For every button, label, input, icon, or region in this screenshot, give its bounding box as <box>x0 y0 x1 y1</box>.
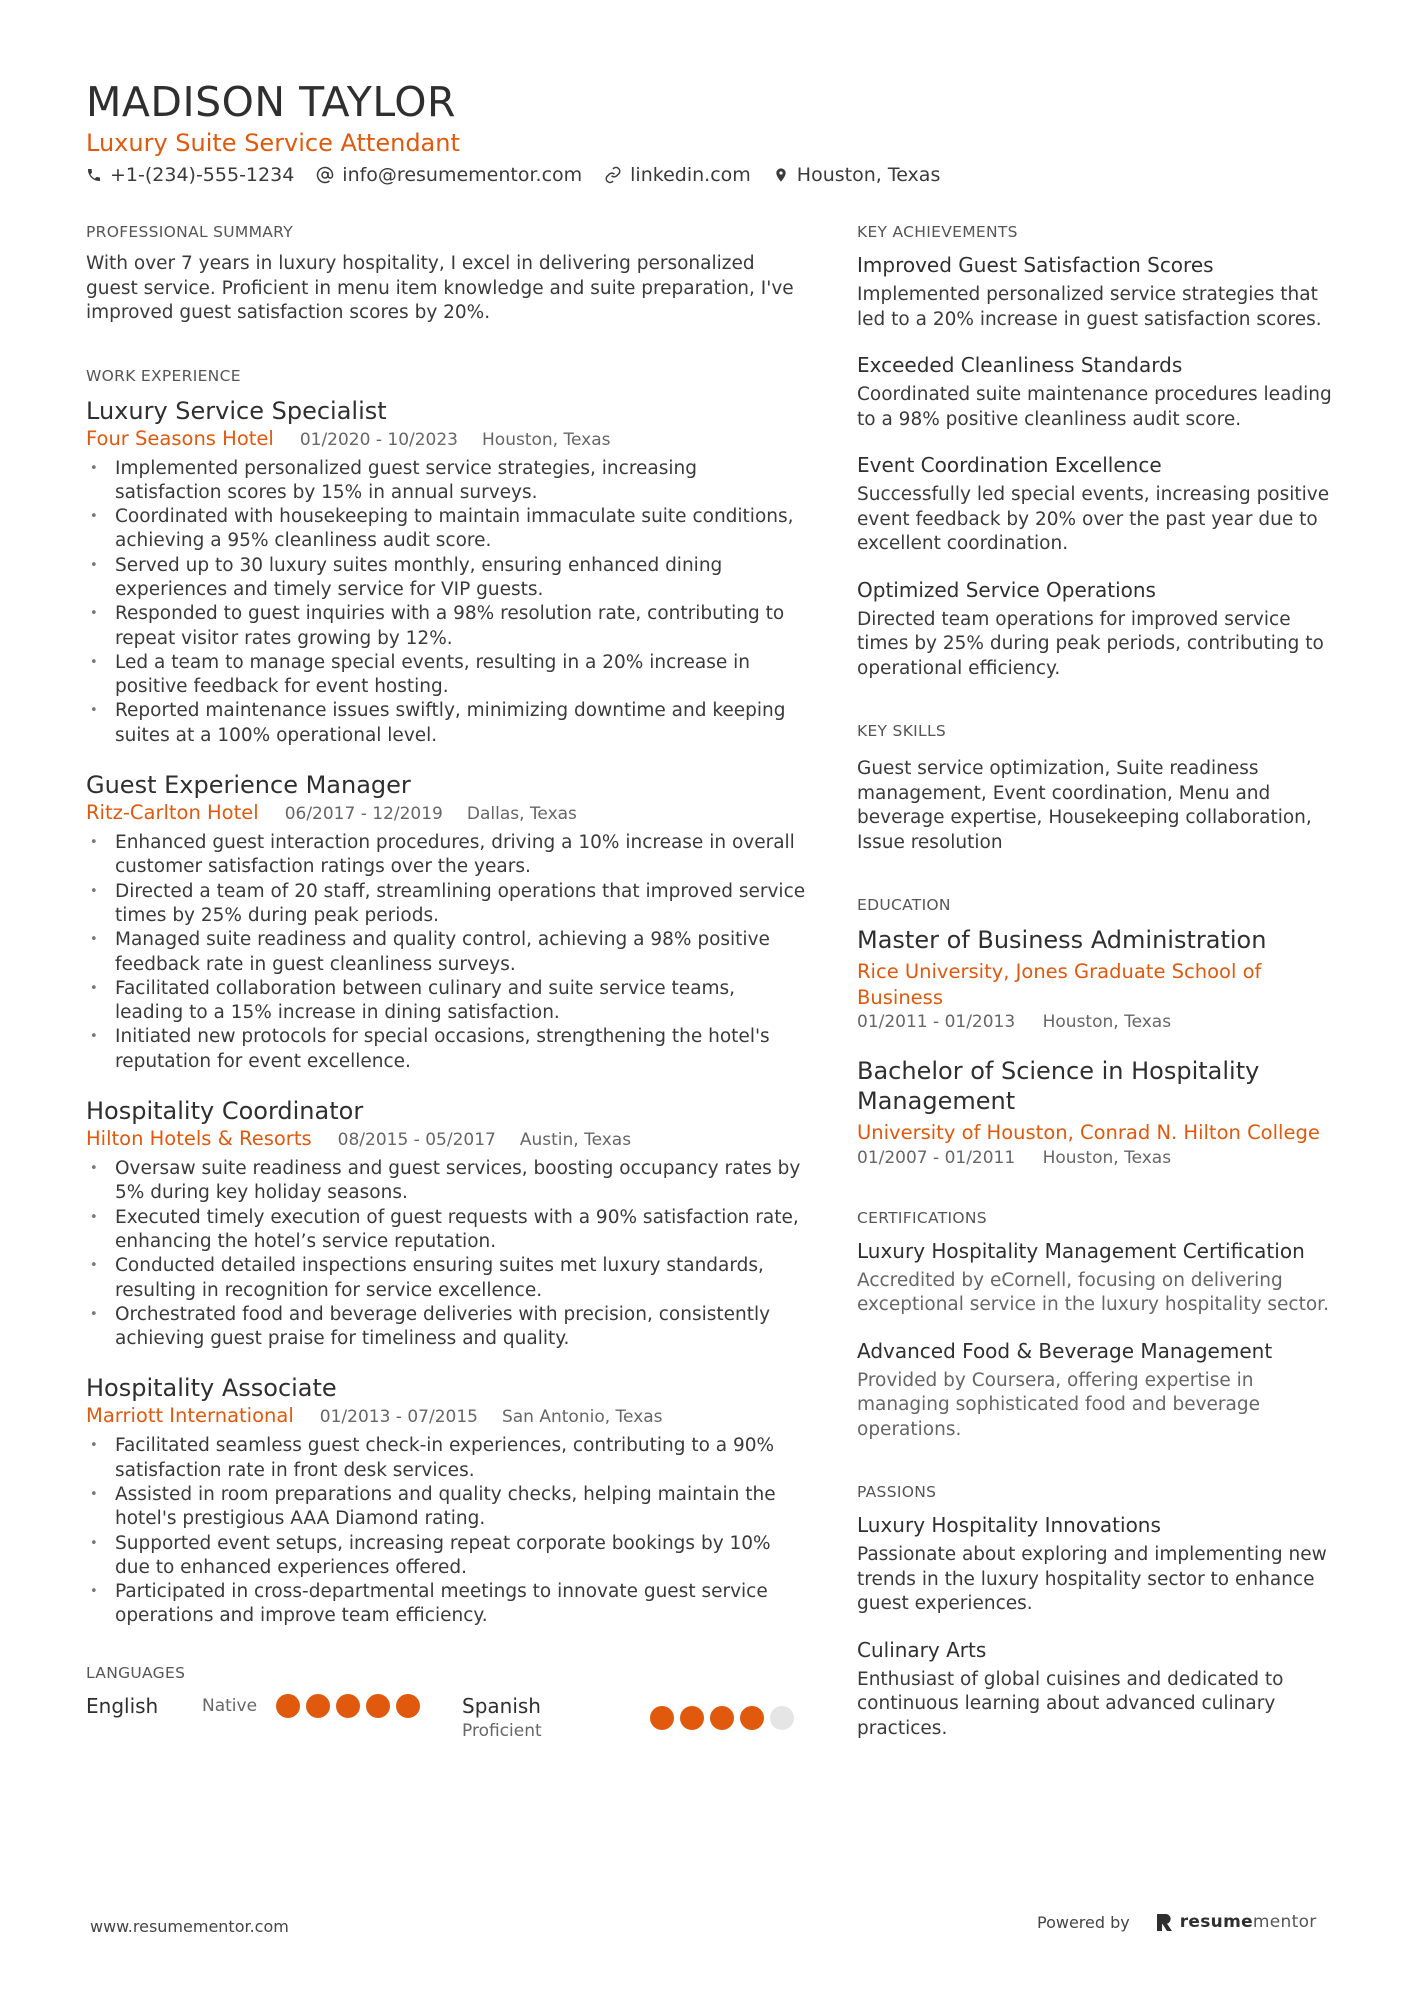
rating-dot-filled <box>306 1694 330 1718</box>
certification-item <box>857 1338 1337 1443</box>
certification-item <box>857 1238 1337 1318</box>
contact-bar <box>86 162 1326 188</box>
education-degree: Master of Business Administration <box>857 926 1267 954</box>
experience-section <box>86 366 806 1629</box>
skills-heading: KEY SKILLS <box>857 722 947 740</box>
job-title: Hospitality Coordinator <box>86 1097 364 1126</box>
achievement-title: Exceeded Cleanliness Standards <box>857 353 1183 377</box>
job-bullets <box>86 831 806 1074</box>
contact-location <box>773 162 941 188</box>
passion-title: Luxury Hospitality Innovations <box>857 1513 1161 1537</box>
rating-dot-filled <box>710 1706 734 1730</box>
job-bullets <box>86 457 806 749</box>
email-text: info@resumementor.com <box>342 164 583 186</box>
link-icon <box>604 166 622 184</box>
job-dates: 08/2015 - 05/2017 <box>337 1130 496 1151</box>
job-meta <box>86 1126 806 1153</box>
certification-text: Provided by Coursera, offering expertise in managing sophisticated food and beverage operations. <box>857 1369 1260 1440</box>
passion-item <box>857 1637 1337 1742</box>
achievement-item <box>857 352 1337 432</box>
brand-bold: resume <box>1179 1912 1253 1932</box>
job-meta <box>86 1403 806 1430</box>
passion-title: Culinary Arts <box>857 1637 987 1662</box>
job-entry <box>86 1096 806 1351</box>
job-bullet: • Coordinated with housekeeping to maintain immaculate suite conditions, achieving a 95% cleanliness audit score. <box>86 505 806 554</box>
skills-text: Guest service optimization, Suite readiness management, Event coordination, Menu and beverage expertise, Housekeeping collaboration, Issue resolution <box>857 758 1312 853</box>
job-bullet: • Managed suite readiness and quality control, achieving a 98% positive feedback rate in guest cleanliness surveys. <box>86 928 806 977</box>
language-name: Spanish <box>462 1693 541 1718</box>
rating-dot-filled <box>336 1694 360 1718</box>
footer-powered-by <box>1037 1912 1317 1932</box>
job-bullet: • Executed timely execution of guest requests with a 90% satisfaction rate, enhancing the hotel’s service reputation. <box>86 1206 806 1255</box>
achievement-text: Successfully led special events, increasing positive event feedback by 20% over the past year due to excellent coordination. <box>857 484 1330 554</box>
job-company: Marriott International <box>86 1404 294 1428</box>
certification-text: Accredited by eCornell, focusing on delivering exceptional service in the luxury hospitality sector. <box>857 1269 1329 1315</box>
job-bullet: • Facilitated collaboration between culinary and suite service teams, leading to a 15% increase in dining satisfaction. <box>86 977 806 1026</box>
education-location: Houston, Texas <box>1042 1147 1172 1168</box>
job-bullet: • Implemented personalized guest service strategies, increasing satisfaction scores by 15% in annual surveys. <box>86 457 806 506</box>
phone-icon <box>86 167 102 183</box>
job-bullet: • Orchestrated food and beverage deliveries with precision, consistently achieving guest praise for timeliness and quality. <box>86 1303 806 1352</box>
right-column <box>857 222 1337 1761</box>
candidate-name: MADISON TAYLOR <box>86 78 456 126</box>
languages-heading: LANGUAGES <box>86 1663 186 1682</box>
achievement-title: Optimized Service Operations <box>857 577 1156 602</box>
job-bullet: • Facilitated seamless guest check-in experiences, contributing to a 90% satisfaction rate in front desk services. <box>86 1434 806 1483</box>
language-rating <box>276 1694 426 1718</box>
job-bullet: • Assisted in room preparations and quality checks, helping maintain the hotel's prestigious AAA Diamond rating. <box>86 1483 806 1532</box>
rating-dot-empty <box>770 1706 794 1730</box>
job-bullet: • Participated in cross-departmental meetings to innovate guest service operations and improve team efficiency. <box>86 1580 806 1629</box>
education-degree: Bachelor of Science in Hospitality Management <box>857 1057 1260 1115</box>
job-meta <box>86 800 806 827</box>
education-school: Rice University, Jones Graduate School of Business <box>857 960 1262 1009</box>
rating-dot-filled <box>650 1706 674 1730</box>
education-location: Houston, Texas <box>1042 1012 1172 1032</box>
contact-phone[interactable] <box>86 162 294 188</box>
powered-by-label: Powered by <box>1037 1912 1130 1932</box>
achievement-title: Event Coordination Excellence <box>857 453 1162 477</box>
certification-title: Luxury Hospitality Management Certification <box>857 1238 1305 1263</box>
job-company: Hilton Hotels & Resorts <box>86 1127 312 1151</box>
achievement-item <box>857 252 1337 332</box>
summary-section <box>86 222 806 326</box>
job-bullet: • Led a team to manage special events, resulting in a 20% increase in positive feedback for event hosting. <box>86 651 806 700</box>
job-bullet: • Oversaw suite readiness and guest services, boosting occupancy rates by 5% during key holiday seasons. <box>86 1157 806 1206</box>
job-location: Houston, Texas <box>482 429 611 450</box>
job-dates: 01/2020 - 10/2023 <box>299 429 459 450</box>
education-school: University of Houston, Conrad N. Hilton College <box>857 1121 1320 1144</box>
job-company: Ritz-Carlton Hotel <box>86 801 259 825</box>
at-icon <box>316 166 334 184</box>
phone-text: +1-(234)-555-1234 <box>110 164 295 186</box>
rating-dot-filled <box>366 1694 390 1718</box>
job-bullet: • Responded to guest inquiries with a 98% resolution rate, contributing to repeat visitor rates growing by 12%. <box>86 602 806 651</box>
job-company: Four Seasons Hotel <box>86 426 274 450</box>
achievement-text: Coordinated suite maintenance procedures leading to a 98% positive cleanliness audit score. <box>857 384 1332 430</box>
passions-section <box>857 1482 1337 1741</box>
linkedin-text: linkedin.com <box>630 164 751 186</box>
job-bullets <box>86 1157 806 1351</box>
rating-dot-filled <box>276 1694 300 1718</box>
job-location: Austin, Texas <box>519 1130 632 1151</box>
job-entry <box>86 770 806 1074</box>
achievements-heading: KEY ACHIEVEMENTS <box>857 223 1018 241</box>
education-item <box>857 925 1337 1034</box>
location-text: Houston, Texas <box>796 164 941 186</box>
candidate-role: Luxury Suite Service Attendant <box>86 129 460 157</box>
brand-logo[interactable] <box>1156 1912 1317 1932</box>
job-meta <box>86 426 806 453</box>
education-heading: EDUCATION <box>857 896 951 914</box>
experience-heading: WORK EXPERIENCE <box>86 366 241 385</box>
job-bullet: • Directed a team of 20 staff, streamlining operations that improved service times by 25% during peak periods. <box>86 880 806 929</box>
job-bullet: • Initiated new protocols for special occasions, strengthening the hotel's reputation for event excellence. <box>86 1025 806 1074</box>
education-section <box>857 895 1337 1170</box>
skills-section <box>857 721 1337 855</box>
achievements-section <box>857 222 1337 681</box>
left-column <box>86 222 806 1743</box>
languages-section <box>86 1663 806 1743</box>
job-bullet: • Enhanced guest interaction procedures, driving a 10% increase in overall customer satisfaction ratings over the years. <box>86 831 806 880</box>
job-title: Luxury Service Specialist <box>86 396 387 425</box>
passion-text: Enthusiast of global cuisines and dedicated to continuous learning about advanced culinary practices. <box>857 1668 1284 1739</box>
job-bullet: • Conducted detailed inspections ensuring suites met luxury standards, resulting in recognition for service excellence. <box>86 1254 806 1303</box>
contact-linkedin[interactable] <box>604 162 751 188</box>
summary-heading: PROFESSIONAL SUMMARY <box>86 223 294 241</box>
passion-item <box>857 1512 1337 1617</box>
certification-title: Advanced Food & Beverage Management <box>857 1338 1273 1363</box>
language-name: English <box>86 1693 159 1718</box>
achievement-text: Directed team operations for improved service times by 25% during peak periods, contributing to operational efficiency. <box>857 608 1324 679</box>
job-bullet: • Supported event setups, increasing repeat corporate bookings by 10% due to enhanced experiences offered. <box>86 1532 806 1581</box>
job-entry <box>86 1373 806 1628</box>
job-title: Guest Experience Manager <box>86 771 411 800</box>
education-meta <box>857 1146 1337 1170</box>
passion-text: Passionate about exploring and implementing new trends in the luxury hospitality sector to enhance guest experiences. <box>857 1544 1327 1614</box>
language-item <box>462 1693 800 1743</box>
passions-heading: PASSIONS <box>857 1483 937 1501</box>
job-bullets <box>86 1434 806 1628</box>
job-dates: 01/2013 - 07/2015 <box>319 1407 478 1428</box>
education-dates: 01/2011 - 01/2013 <box>857 1012 1016 1032</box>
job-bullet: • Reported maintenance issues swiftly, minimizing downtime and keeping suites at a 100% operational level. <box>86 699 806 748</box>
location-pin-icon <box>773 166 789 184</box>
education-dates: 01/2007 - 01/2011 <box>857 1147 1016 1168</box>
job-dates: 06/2017 - 12/2019 <box>284 804 443 825</box>
job-location: San Antonio, Texas <box>501 1407 663 1428</box>
job-title: Hospitality Associate <box>86 1374 337 1403</box>
education-item <box>857 1056 1337 1170</box>
languages-row <box>86 1693 806 1743</box>
language-level: Proficient <box>462 1720 542 1741</box>
job-bullet: • Served up to 30 luxury suites monthly, ensuring enhanced dining experiences and timely service for VIP guests. <box>86 554 806 603</box>
resumementor-logo-icon <box>1156 1912 1174 1932</box>
achievement-text: Implemented personalized service strategies that led to a 20% increase in guest satisfaction scores. <box>857 284 1322 330</box>
rating-dot-filled <box>740 1706 764 1730</box>
certifications-section <box>857 1208 1337 1443</box>
achievement-item <box>857 577 1337 682</box>
education-meta <box>857 1010 1337 1034</box>
rating-dot-filled <box>680 1706 704 1730</box>
brand-rest: mentor <box>1252 1912 1317 1932</box>
certifications-heading: CERTIFICATIONS <box>857 1208 987 1227</box>
summary-text: With over 7 years in luxury hospitality, I excel in delivering personalized guest service. Proficient in menu item knowledge and suite preparation, I've improved guest satisfaction scores by 20%. <box>86 253 794 323</box>
job-location: Dallas, Texas <box>466 804 577 825</box>
job-entry <box>86 396 806 749</box>
rating-dot-filled <box>396 1694 420 1718</box>
language-level: Native <box>202 1695 258 1716</box>
contact-email[interactable] <box>316 162 582 188</box>
achievement-item <box>857 452 1337 557</box>
achievement-title: Improved Guest Satisfaction Scores <box>857 253 1214 277</box>
resume-header <box>86 78 1326 188</box>
footer-website[interactable]: www.resumementor.com <box>90 1917 289 1936</box>
language-rating <box>650 1706 800 1730</box>
language-item <box>86 1693 462 1719</box>
